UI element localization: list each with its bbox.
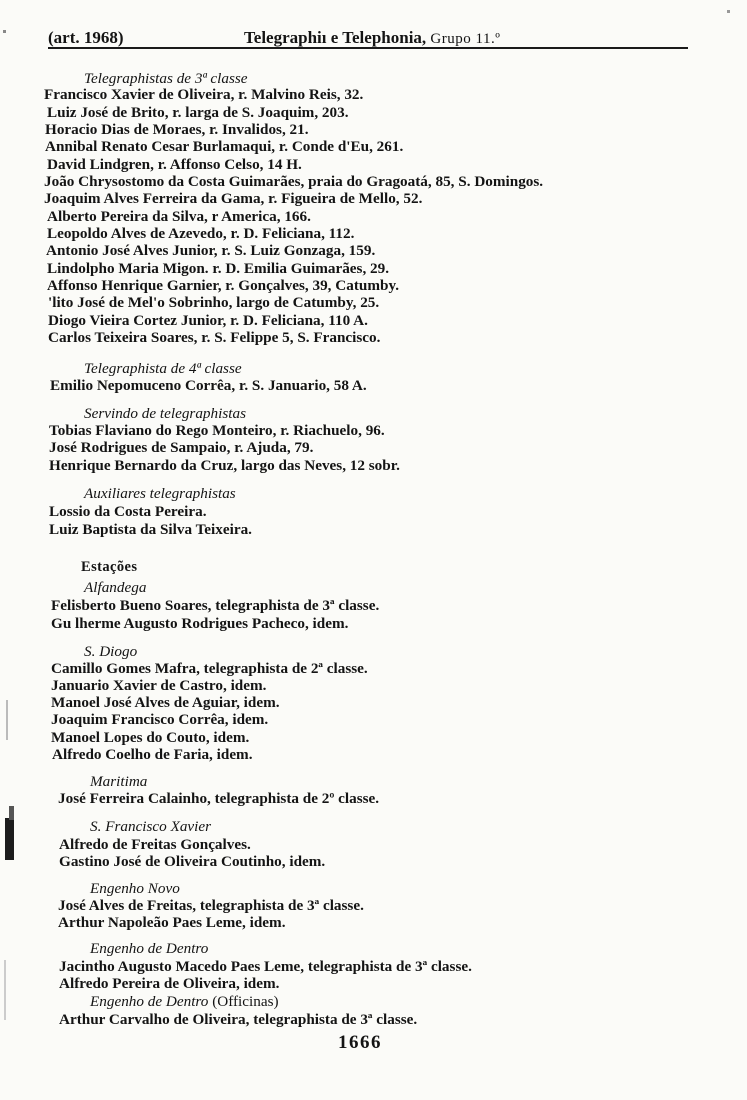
directory-entry: Januario Xavier de Castro, idem. — [51, 677, 267, 694]
directory-entry: José Rodrigues de Sampaio, r. Ajuda, 79. — [49, 439, 314, 456]
directory-entry: Manoel Lopes do Couto, idem. — [51, 729, 250, 746]
directory-entry: Henrique Bernardo da Cruz, largo das Neves, 12 sobr. — [49, 457, 400, 474]
directory-entry: Joaquim Alves Ferreira da Gama, r. Figueira de Mello, 52. — [44, 190, 423, 207]
directory-entry: Luiz Baptista da Silva Teixeira. — [49, 521, 252, 538]
running-header — [48, 27, 688, 49]
article-number: (art. 1968) — [48, 28, 124, 47]
section-heading — [84, 485, 236, 503]
heading-suffix: (Officinas) — [208, 993, 279, 1010]
directory-entry: Arthur Carvalho de Oliveira, telegraphista de 3ª classe. — [59, 1011, 418, 1028]
scan-speck — [4, 960, 6, 1020]
heading-text: Telegraphistas de 3ª classe — [84, 70, 248, 87]
directory-entry: Gastino José de Oliveira Coutinho, idem. — [59, 853, 326, 870]
heading-text: Engenho Novo — [90, 880, 180, 897]
directory-entry: Affonso Henrique Garnier, r. Gonçalves, 39, Catumby. — [47, 277, 399, 294]
directory-entry: David Lindgren, r. Affonso Celso, 14 H. — [47, 156, 302, 173]
page-number: 1666 — [338, 1032, 382, 1053]
scan-speck — [6, 700, 8, 740]
section-heading — [84, 405, 246, 423]
directory-entry: Arthur Napoleão Paes Leme, idem. — [58, 914, 286, 931]
directory-entry: Alberto Pereira da Silva, r America, 166. — [47, 208, 311, 225]
heading-text: Servindo de telegraphistas — [84, 405, 246, 422]
directory-entry: Joaquim Francisco Corrêa, idem. — [51, 711, 269, 728]
heading-text: Auxiliares telegraphistas — [84, 485, 236, 502]
directory-entry: Camillo Gomes Mafra, telegraphista de 2ª classe. — [51, 660, 368, 677]
heading-text: Alfandega — [84, 579, 147, 596]
heading-text: Maritima — [90, 773, 148, 790]
directory-entry: Leopoldo Alves de Azevedo, r. D. Feliciana, 112. — [47, 225, 355, 242]
directory-entry: Manoel José Alves de Aguiar, idem. — [51, 694, 280, 711]
directory-entry: José Alves de Freitas, telegraphista de 3ª classe. — [58, 897, 364, 914]
directory-entry: Antonio José Alves Junior, r. S. Luiz Gonzaga, 159. — [46, 242, 376, 259]
scan-speck — [727, 10, 730, 13]
directory-entry: Diogo Vieira Cortez Junior, r. D. Feliciana, 110 A. — [48, 312, 368, 329]
directory-entry: Felisberto Bueno Soares, telegraphista de 3ª classe. — [51, 597, 380, 614]
directory-entry: Tobias Flaviano do Rego Monteiro, r. Riachuelo, 96. — [49, 422, 385, 439]
heading-text: S. Francisco Xavier — [90, 818, 212, 835]
binding-mark — [9, 806, 14, 820]
directory-entry: Alfredo Pereira de Oliveira, idem. — [59, 975, 280, 992]
directory-entry: Luiz José de Brito, r. larga de S. Joaquim, 203. — [47, 104, 349, 121]
directory-entry: Lindolpho Maria Migon. r. D. Emilia Guimarães, 29. — [47, 260, 390, 277]
section-title: Telegraphiı e Telephonia, — [244, 28, 427, 47]
directory-entry: Emilio Nepomuceno Corrêa, r. S. Januario, 58 A. — [50, 377, 367, 394]
heading-text: Telegraphista de 4ª classe — [84, 360, 242, 377]
directory-entry: Gu lherme Augusto Rodrigues Pacheco, idem. — [51, 615, 349, 632]
section-heading — [90, 940, 208, 958]
heading-text: Engenho de Dentro — [90, 940, 209, 957]
directory-entry: Annibal Renato Cesar Burlamaqui, r. Conde d'Eu, 261. — [45, 138, 404, 155]
section-heading — [90, 818, 211, 836]
scan-speck — [3, 30, 6, 33]
binding-mark — [5, 818, 14, 860]
section-heading — [90, 880, 180, 898]
group-label: Grupo 11.º — [430, 31, 501, 47]
directory-entry: 'lito José de Mel'o Sobrinho, largo de Catumby, 25. — [48, 294, 380, 311]
section-heading — [90, 993, 279, 1011]
directory-entry: Jacintho Augusto Macedo Paes Leme, telegraphista de 3ª classe. — [59, 958, 472, 975]
directory-entry: Alfredo Coelho de Faria, idem. — [52, 746, 253, 763]
directory-entry: João Chrysostomo da Costa Guimarães, praia do Gragoatá, 85, S. Domingos. — [44, 173, 544, 190]
header-rule — [48, 47, 688, 49]
section-heading — [90, 773, 147, 791]
directory-entry: Francisco Xavier de Oliveira, r. Malvino Reis, 32. — [44, 86, 364, 103]
section-heading — [84, 579, 146, 597]
heading-text: Engenho de Dentro — [90, 993, 209, 1010]
directory-entry: Alfredo de Freitas Gonçalves. — [59, 836, 251, 853]
directory-entry: Carlos Teixeira Soares, r. S. Felippe 5, S. Francisco. — [48, 329, 381, 346]
stations-heading: Estações — [81, 559, 138, 575]
heading-text: S. Diogo — [84, 643, 138, 660]
directory-entry: José Ferreira Calainho, telegraphista de 2º classe. — [58, 790, 380, 807]
directory-entry: Horacio Dias de Moraes, r. Invalidos, 21. — [45, 121, 309, 138]
section-heading — [84, 360, 242, 378]
directory-entry: Lossio da Costa Pereira. — [49, 503, 207, 520]
section-heading — [84, 643, 137, 661]
